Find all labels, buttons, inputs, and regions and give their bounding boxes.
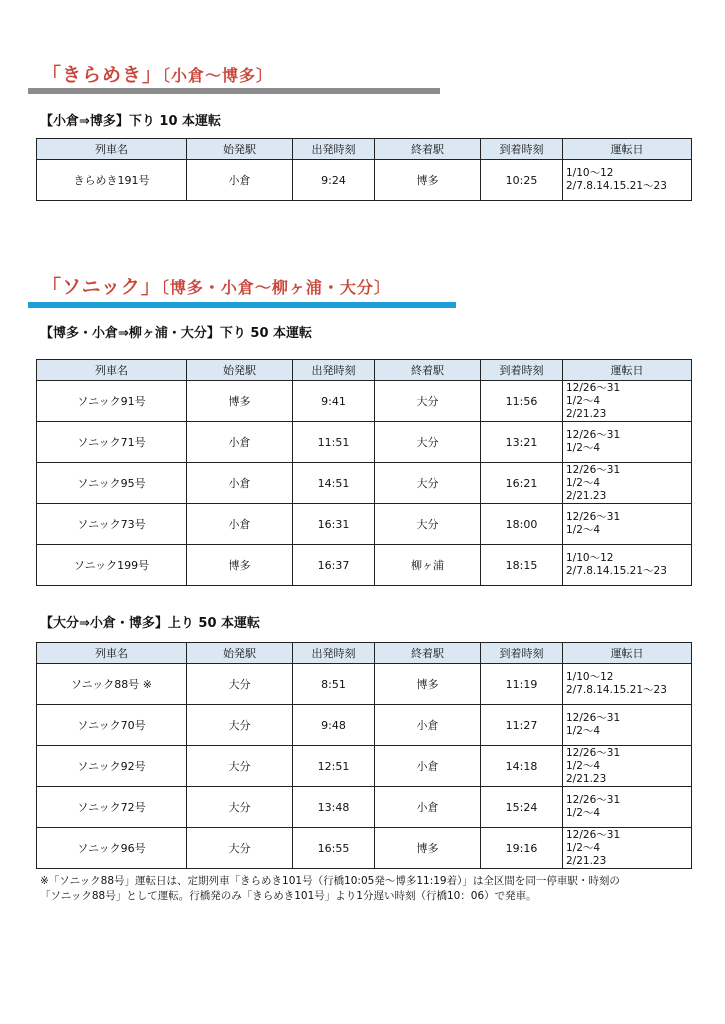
train-name: ソニック71号 (37, 422, 187, 463)
train-name: ソニック88号 ※ (37, 664, 187, 705)
operation-day-line: 1/10～12 (566, 671, 614, 683)
column-header: 運転日 (563, 360, 692, 381)
table-header-row (37, 139, 692, 160)
section-title-sub: 〔博多・小倉～柳ヶ浦・大分〕 (160, 278, 391, 297)
origin-station: 博多 (187, 545, 293, 586)
section-divider-blue (28, 302, 456, 308)
column-header: 始発駅 (187, 360, 293, 381)
departure-time: 9:24 (293, 160, 375, 201)
table-row (37, 381, 692, 422)
operation-day-line: 12/26～31 (566, 463, 621, 476)
column-header: 終着駅 (375, 643, 481, 664)
departure-time: 9:48 (293, 705, 375, 746)
operation-day-line: 1/2～4 (566, 476, 601, 489)
timetable-kirameki-down (36, 138, 692, 201)
operation-day-line: 2/21.23 (566, 854, 607, 867)
train-name: ソニック95号 (37, 463, 187, 504)
operation-day-line: 2/7.8.14.15.21～23 (566, 565, 667, 577)
origin-station: 大分 (187, 828, 293, 869)
departure-time: 14:51 (293, 463, 375, 504)
destination-station: 博多 (375, 160, 481, 201)
departure-time: 16:55 (293, 828, 375, 869)
section-title-sub: 〔小倉～博多〕 (162, 66, 274, 85)
section-divider-gray (28, 88, 440, 94)
train-name: きらめき191号 (37, 160, 187, 201)
destination-station: 博多 (375, 664, 481, 705)
arrival-time: 19:16 (481, 828, 563, 869)
section-title-kirameki (42, 60, 273, 87)
column-header: 運転日 (563, 643, 692, 664)
operation-day-line: 12/26～31 (566, 511, 621, 523)
operation-days (563, 545, 692, 586)
departure-time: 11:51 (293, 422, 375, 463)
train-name: ソニック199号 (37, 545, 187, 586)
operation-days (563, 746, 692, 787)
operation-days (563, 664, 692, 705)
arrival-time: 11:56 (481, 381, 563, 422)
table-heading: 【大分⇒小倉・博多】上り 50 本運転 (40, 616, 261, 631)
operation-day-line: 1/2～4 (566, 841, 601, 854)
arrival-time: 11:19 (481, 664, 563, 705)
operation-day-line: 2/7.8.14.15.21～23 (566, 684, 667, 696)
operation-day-line: 1/10～12 (566, 167, 614, 179)
train-name: ソニック96号 (37, 828, 187, 869)
operation-day-line: 1/10～12 (566, 552, 614, 564)
footnote-line: 「ソニック88号」として運転。行橋発のみ「きらめき101号」より1分遅い時刻（行橋10：06）で発車。 (40, 890, 537, 902)
departure-time: 9:41 (293, 381, 375, 422)
origin-station: 小倉 (187, 463, 293, 504)
operation-days (563, 463, 692, 504)
table-heading: 【博多・小倉⇒柳ヶ浦・大分】下り 50 本運転 (40, 326, 313, 341)
column-header: 運転日 (563, 139, 692, 160)
operation-day-line: 12/26～31 (566, 381, 621, 394)
operation-day-line: 2/7.8.14.15.21～23 (566, 180, 667, 192)
operation-days (563, 160, 692, 201)
table-heading: 【小倉⇒博多】下り 10 本運転 (40, 114, 222, 129)
destination-station: 大分 (375, 463, 481, 504)
train-name: ソニック91号 (37, 381, 187, 422)
section-title-sonic (42, 272, 391, 299)
destination-station: 大分 (375, 504, 481, 545)
departure-time: 8:51 (293, 664, 375, 705)
operation-day-line: 1/2～4 (566, 725, 601, 737)
column-header: 終着駅 (375, 360, 481, 381)
arrival-time: 18:15 (481, 545, 563, 586)
operation-day-line: 12/26～31 (566, 746, 621, 759)
arrival-time: 18:00 (481, 504, 563, 545)
origin-station: 小倉 (187, 160, 293, 201)
table-row (37, 545, 692, 586)
operation-days (563, 828, 692, 869)
departure-time: 16:31 (293, 504, 375, 545)
operation-days (563, 705, 692, 746)
origin-station: 小倉 (187, 504, 293, 545)
timetable-sonic-up (36, 642, 692, 869)
destination-station: 博多 (375, 828, 481, 869)
footnote (40, 874, 690, 904)
table-row (37, 160, 692, 201)
arrival-time: 14:18 (481, 746, 563, 787)
column-header: 列車名 (37, 643, 187, 664)
train-name: ソニック73号 (37, 504, 187, 545)
column-header: 列車名 (37, 360, 187, 381)
arrival-time: 16:21 (481, 463, 563, 504)
timetable-sonic-down (36, 359, 692, 586)
destination-station: 大分 (375, 422, 481, 463)
operation-day-line: 12/26～31 (566, 828, 621, 841)
footnote-line: ※「ソニック88号」運転日は、定期列車「きらめき101号（行橋10:05発～博多11:19着）」は全区間を同一停車駅・時刻の (40, 875, 620, 887)
table-row (37, 828, 692, 869)
arrival-time: 15:24 (481, 787, 563, 828)
column-header: 到着時刻 (481, 139, 563, 160)
destination-station: 小倉 (375, 746, 481, 787)
departure-time: 16:37 (293, 545, 375, 586)
section-title-main: 「きらめき」 (42, 64, 163, 86)
operation-day-line: 1/2～4 (566, 807, 601, 819)
operation-day-line: 12/26～31 (566, 794, 621, 806)
operation-day-line: 1/2～4 (566, 759, 601, 772)
table-row (37, 787, 692, 828)
operation-day-line: 2/21.23 (566, 772, 607, 785)
column-header: 到着時刻 (481, 643, 563, 664)
operation-day-line: 1/2～4 (566, 394, 601, 407)
operation-day-line: 12/26～31 (566, 712, 621, 724)
column-header: 出発時刻 (293, 360, 375, 381)
operation-days (563, 787, 692, 828)
column-header: 出発時刻 (293, 643, 375, 664)
table-row (37, 746, 692, 787)
operation-day-line: 1/2～4 (566, 442, 601, 454)
origin-station: 大分 (187, 664, 293, 705)
table-row (37, 504, 692, 545)
arrival-time: 10:25 (481, 160, 563, 201)
destination-station: 小倉 (375, 705, 481, 746)
train-name: ソニック70号 (37, 705, 187, 746)
section-title-main: 「ソニック」 (42, 276, 161, 298)
table-header-row (37, 643, 692, 664)
column-header: 始発駅 (187, 643, 293, 664)
destination-station: 柳ヶ浦 (375, 545, 481, 586)
column-header: 始発駅 (187, 139, 293, 160)
table-header-row (37, 360, 692, 381)
arrival-time: 11:27 (481, 705, 563, 746)
origin-station: 大分 (187, 787, 293, 828)
operation-day-line: 1/2～4 (566, 524, 601, 536)
operation-days (563, 504, 692, 545)
destination-station: 大分 (375, 381, 481, 422)
table-row (37, 664, 692, 705)
operation-day-line: 12/26～31 (566, 429, 621, 441)
operation-day-line: 2/21.23 (566, 489, 607, 502)
origin-station: 大分 (187, 705, 293, 746)
table-row (37, 705, 692, 746)
column-header: 出発時刻 (293, 139, 375, 160)
arrival-time: 13:21 (481, 422, 563, 463)
origin-station: 大分 (187, 746, 293, 787)
origin-station: 博多 (187, 381, 293, 422)
train-name: ソニック72号 (37, 787, 187, 828)
destination-station: 小倉 (375, 787, 481, 828)
table-row (37, 463, 692, 504)
column-header: 到着時刻 (481, 360, 563, 381)
origin-station: 小倉 (187, 422, 293, 463)
train-name: ソニック92号 (37, 746, 187, 787)
operation-day-line: 2/21.23 (566, 407, 607, 420)
column-header: 列車名 (37, 139, 187, 160)
table-row (37, 422, 692, 463)
operation-days (563, 422, 692, 463)
departure-time: 12:51 (293, 746, 375, 787)
operation-days (563, 381, 692, 422)
column-header: 終着駅 (375, 139, 481, 160)
departure-time: 13:48 (293, 787, 375, 828)
